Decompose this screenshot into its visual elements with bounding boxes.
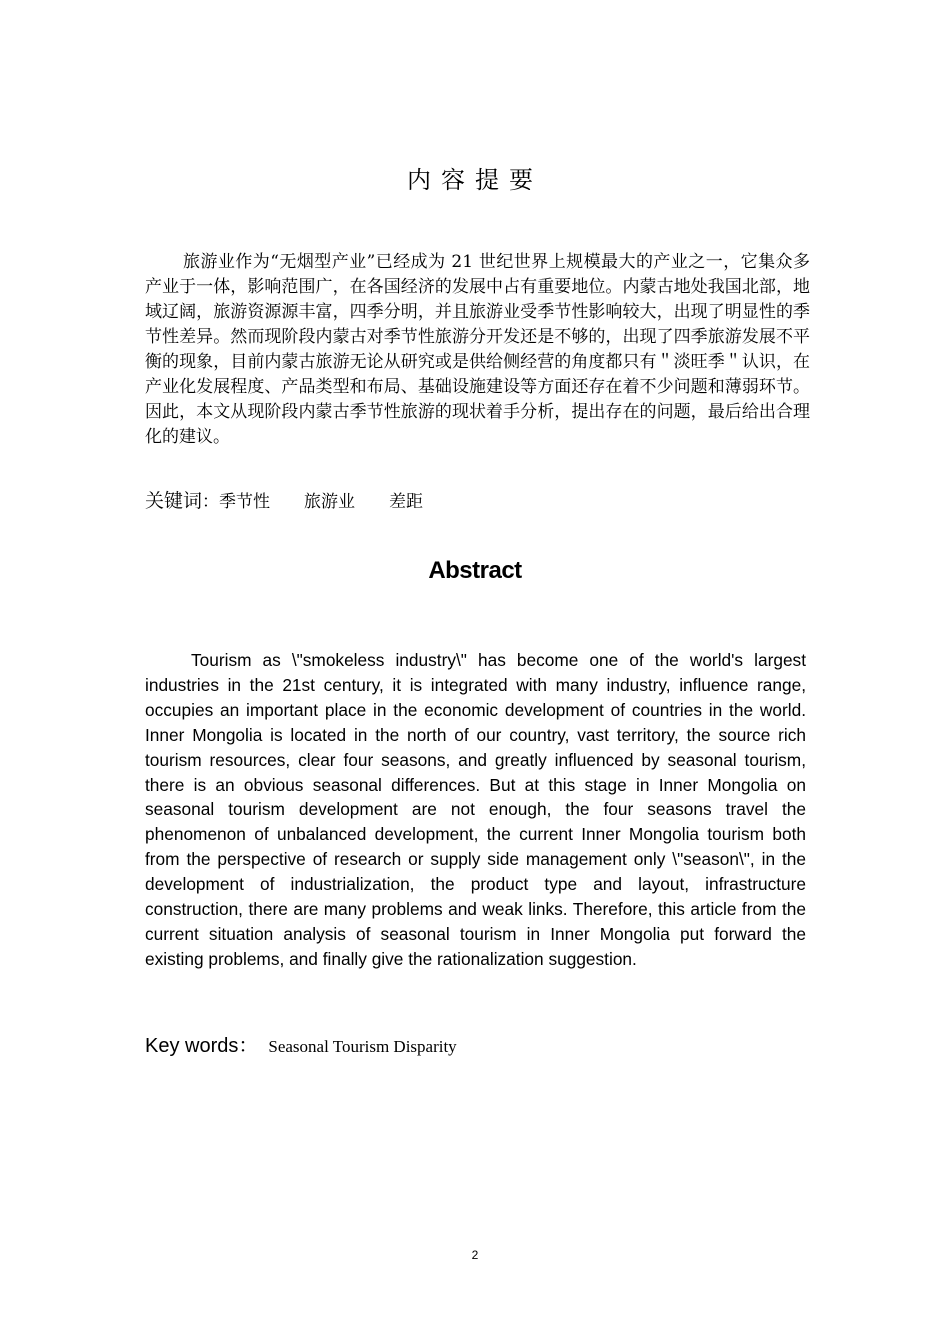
english-keywords-label: Key words： xyxy=(145,1035,259,1057)
chinese-abstract-title: 内容提要 xyxy=(407,166,543,194)
english-keywords-text: Seasonal Tourism Disparity xyxy=(268,1037,457,1056)
chinese-keywords xyxy=(145,488,457,515)
chinese-keywords-colon: ： xyxy=(202,492,220,512)
english-abstract-title: Abstract xyxy=(428,557,522,584)
page-number: 2 xyxy=(471,1248,479,1262)
chinese-keywords-label: 关键词 xyxy=(145,490,203,512)
chinese-keyword-2: 旅游业 xyxy=(304,492,356,512)
english-keywords xyxy=(145,1032,457,1062)
chinese-abstract-body: 旅游业作为“无烟型产业”已经成为 21 世纪世界上规模最大的产业之一，它集众多产业于一体，影响范围广，在各国经济的发展中占有重要地位。内蒙古地处我国北部，地域辽阔，旅游资源源丰富，四季分明，并且旅游业受季节性影响较大，出现了明显性的季节性差异。然而现阶段内蒙古对季节性旅游分开发还是不够的，出现了四季旅游发展不平衡的现象，目前内蒙古旅游无论从研究或是供给侧经营的角度都只有＂淡旺季＂认识，在产业化发展程度、产品类型和布局、基础设施建设等方面还存在着不少问题和薄弱环节。因此，本文从现阶段内蒙古季节性旅游的现状着手分析，提出存在的问题，最后给出合理化的建议。 xyxy=(145,252,810,447)
chinese-keyword-1: 季节性 xyxy=(219,492,271,512)
chinese-keyword-3: 差距 xyxy=(389,492,424,512)
english-abstract-body: Tourism as \"smokeless industry\" has become one of the world's largest industries in the 21st century, it is integrated with many industry, influence range, occupies an important place in the economic development of countries in the world. Inner Mongolia is located in the north of our country, vast territory, the source rich tourism resources, clear four seasons, and greatly influenced by seasonal tourism, there is an obvious seasonal differences. But at this stage in Inner Mongolia on seasonal tourism development are not enough, the four seasons travel the phenomenon of unbalanced development, the current Inner Mongolia tourism both from the perspective of research or supply side management only \"season\", in the development of industrialization, the product type and layout, infrastructure construction, there are many problems and weak links. Therefore, this article from the current situation analysis of seasonal tourism in Inner Mongolia put forward the existing problems, and finally give the rationalization suggestion. xyxy=(145,650,806,969)
